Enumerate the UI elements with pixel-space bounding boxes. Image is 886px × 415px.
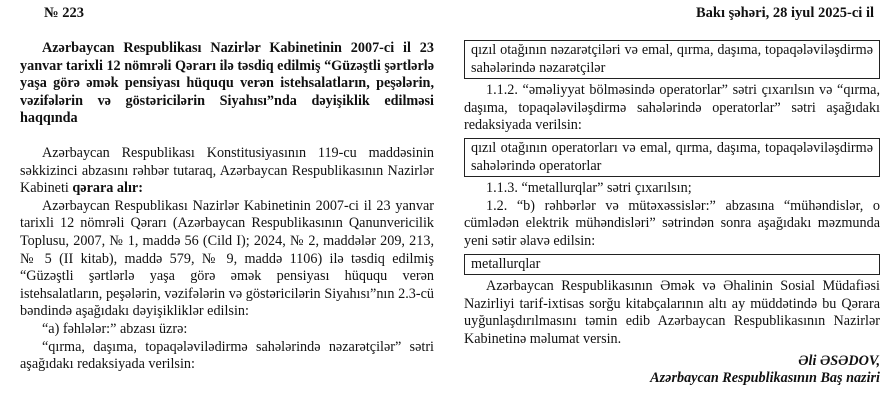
replacement-box-1: qızıl otağının nəzarətçiləri və emal, qırma, daşıma, topaqələviləşdirmə sahələrində nəzarətçilər [464,40,880,79]
document-title: Azərbaycan Respublikası Nazirlər Kabinetinin 2007-ci il 23 yanvar tarixli 12 nömrəli Qərarı ilə təsdiq edilmiş “Güzəştli şərtlərlə yaşa görə əmək pensiyası hüququ verən istehsalatların, peşələrin, vəzifələrin və göstəricilərin Siyahısı”nda dəyişiklik edilməsi haqqında [20,40,434,127]
left-column [20,40,434,374]
spacer [20,128,434,145]
paragraph-2: “a) fəhlələr:” abzası üzrə: [42,320,188,337]
item-1-2: 1.2. “b) rəhbərlər və mütəxəssislər:” abzasına “mühəndislər, o cümlədən elektrik mühəndisləri” sətrindən sonra aşağıdakı məzmunda yeni sətir əlavə edilsin: [464,197,880,249]
replacement-box-2: qızıl otağının operatorları və emal, qırma, daşıma, topaqələviləşdirmə sahələrində operatorlar [464,138,880,177]
paragraph-3: “qırma, daşıma, topaqələvilədirmə sahələrində nəzarətçilər” sətri aşağıdakı redaksiyada verilsin: [20,338,434,373]
intro-text: Azərbaycan Respublikası Konstitusiyasının 119-cu maddəsinin səkkizinci abzasını rəhbər tutaraq, Azərbaycan Respublikasının Nazirlər Kabineti [20,144,434,197]
replacement-box-3: metallurqlar [464,254,880,276]
final-paragraph: Azərbaycan Respublikasının Əmək və Əhalinin Sosial Müdafiəsi Nazirliyi tarif-ixtisas sorğu kitabçalarının altı ay müddətində bu Qərara uyğunlaşdırılmasını təmin edib Azərbaycan Respublikasının Nazirlər Kabinetinə məlumat versin. [464,278,880,347]
intro-paragraph [20,145,434,198]
signature-name: Əli ƏSƏDOV, [798,352,880,369]
item-1-1-2: 1.1.2. “əməliyyat bölməsində operatorlar” sətri çıxarılsın və “qırma, daşıma, topaqələviləşdirmə sahələrində operatorlar” sətri aşağıdakı redaksiyada verilsin: [464,82,880,134]
decision-phrase: qərara alır: [72,180,143,197]
paragraph-1: Azərbaycan Respublikası Nazirlər Kabinetinin 2007-ci il 23 yanvar tarixli 12 nömrəli Qərarı (Azərbaycan Respublikasının Qanunvericilik Toplusu, 2007, № 1, maddə 56 (Cild I); 2024, № 2, maddələr 209, 213, № 5 (II kitab), maddə 579, № 9, maddə 1106) ilə təsdiq edilmiş “Güzəştli şərtlərlə yaşa görə əmək pensiyası hüququ verən istehsalatların, peşələrin, vəzifələrin və göstəricilərin Siyahısı”nın 2.3-cü bəndində aşağıdakı dəyişikliklər edilsin: [20,197,434,320]
item-1-1-3: 1.1.3. “metallurqlar” sətri çıxarılsın; [486,180,692,197]
right-column [464,40,880,388]
place-and-date: Bakı şəhəri, 28 iyul 2025-ci il [695,5,874,21]
signature-title: Azərbaycan Respublikasının Baş naziri [650,370,880,387]
document-number: № 223 [44,5,84,21]
